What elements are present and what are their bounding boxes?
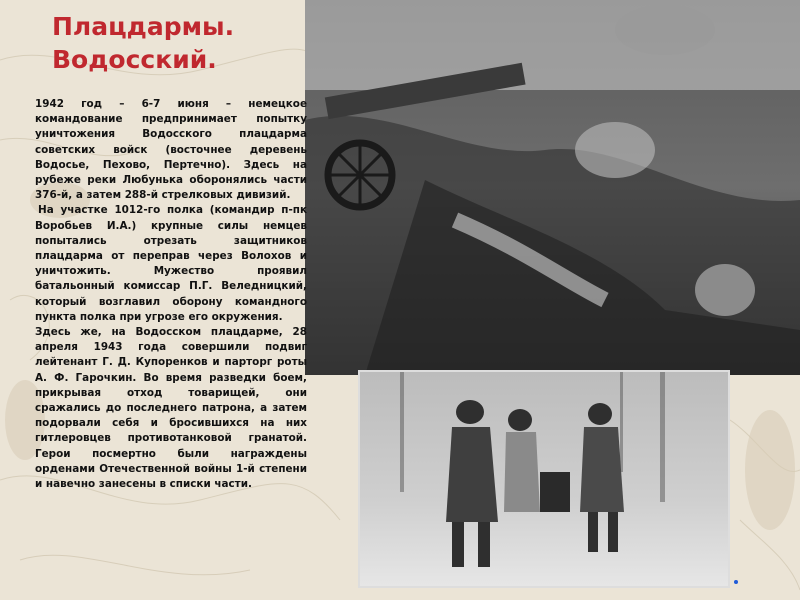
history-text	[35, 97, 307, 492]
paragraph-2: На участке 1012-го полка (командир п-пк Воробьев И.А.) крупные силы немцев попытались отрезать защитников плацдарма от переправ через Волохов и уничтожить. Мужество проявил батальонный комиссар П.Г. Веледницкий, который возглавил оборону командного пункта полка при угрозе его окружения.	[35, 204, 307, 323]
paragraph-1: 1942 год – 6-7 июня – немецкое командование предпринимает попытку уничтожения Водосского плацдарма советских войск (восточнее деревень Водосье, Пехово, Пертечно). Здесь на рубеже реки Любунька оборонялись части 376-й, а затем 288-й стрелковых дивизий.	[35, 98, 307, 202]
decorative-dot	[734, 580, 738, 584]
battlefield-photo-trench	[305, 0, 800, 375]
paragraph-3: Здесь же, на Водосском плацдарме, 28 апреля 1943 года совершили подвиг лейтенант Г. Д. Купоренков и парторг роты А. Ф. Гарочкин. Во время разведки боем, прикрывая отход товарищей, они сражались до последнего патрона, а затем подорвали себя и бросившихся на них гитлеровцев противотанковой гранатой. Герои посмертно были награждены орденами Отечественной войны 1-й степени и навечно занесены в списки части.	[35, 326, 307, 491]
soldiers-winter-photo	[358, 370, 730, 588]
page-title	[52, 10, 312, 76]
title-line-1: Плацдармы.	[52, 12, 235, 41]
title-line-2: Водосский.	[52, 45, 217, 74]
